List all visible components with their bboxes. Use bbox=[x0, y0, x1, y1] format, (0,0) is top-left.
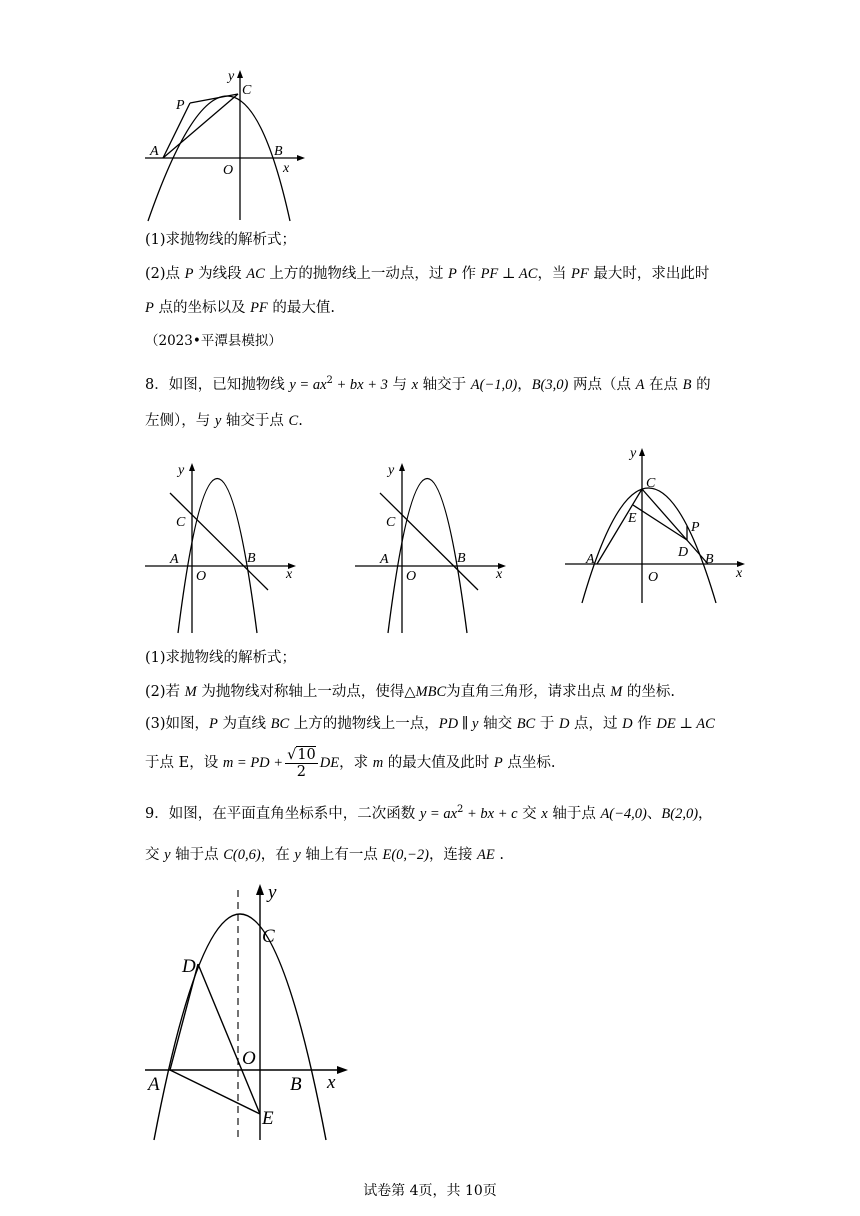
q8-figure-2 bbox=[350, 458, 520, 636]
q9-label-a: A bbox=[148, 1074, 160, 1095]
q9-label-c: C bbox=[262, 926, 275, 947]
q8-part2: (2)若 M 为抛物线对称轴上一动点，使得△MBC为直角三角形，请求出点 M 的坐标. bbox=[145, 684, 676, 700]
q8f1-label-c: C bbox=[176, 515, 186, 530]
q9-label-b: B bbox=[290, 1074, 302, 1095]
q8-figure-3 bbox=[560, 443, 755, 613]
q8f1-label-o: O bbox=[196, 569, 207, 584]
page-footer: 试卷第 4页，共 10页 bbox=[363, 1183, 497, 1199]
q9-label-y: y bbox=[268, 882, 277, 903]
q8-part3-line1: (3)如图，P 为直线 BC 上方的抛物线上一点，PD ∥ y 轴交 BC 于 D 点，过 D 作 DE ⊥ AC bbox=[145, 716, 715, 732]
q8f3-label-o: O bbox=[648, 570, 659, 585]
q8f2-label-b: B bbox=[457, 551, 466, 566]
q8-line2: 左侧），与 y 轴交于点 C. bbox=[145, 413, 303, 429]
q9-line1: 9．如图，在平面直角坐标系中，二次函数 $y = ax^2$ + bx + c 交 x 轴于点 A(−4,0)、B(2,0)， bbox=[145, 804, 713, 822]
q8f3-label-e: E bbox=[628, 511, 637, 526]
q7-label-a: A bbox=[150, 144, 159, 159]
q8f3-label-y: y bbox=[630, 446, 637, 461]
q8-part3-line2: 于点 E，设 m = PD + $\frac{√10}{2}$ DE，求 m 的最大值及此时 P 点坐标. bbox=[145, 746, 556, 780]
q8f1-label-b: B bbox=[247, 551, 256, 566]
q7-part2-line1: (2)点 P 为线段 AC 上方的抛物线上一动点，过 P 作 PF ⊥ AC，当 PF 最大时，求出此时 bbox=[145, 266, 710, 282]
q8f3-label-p: P bbox=[691, 520, 700, 535]
q7-label-x: x bbox=[283, 161, 290, 176]
q8f2-label-c: C bbox=[386, 515, 396, 530]
q8f1-label-x: x bbox=[286, 567, 293, 582]
q8f3-label-a: A bbox=[586, 552, 595, 567]
q9-label-e: E bbox=[262, 1108, 274, 1129]
q8f1-label-a: A bbox=[170, 552, 179, 567]
q8f2-label-o: O bbox=[406, 569, 417, 584]
q7-part1: (1)求抛物线的解析式； bbox=[145, 232, 297, 248]
q7-label-y: y bbox=[228, 69, 235, 84]
q8f2-label-y: y bbox=[388, 463, 395, 478]
q7-label-p: P bbox=[176, 98, 185, 113]
source-tag: （2023•平潭县模拟） bbox=[145, 333, 282, 349]
q8-line1: 8．如图，已知抛物线 $y = ax^2$ + bx + 3 与 x 轴交于 A(−1,0)，B(3,0) 两点（点 A 在点 B 的 bbox=[145, 375, 711, 393]
q8f2-label-a: A bbox=[380, 552, 389, 567]
q8-figure-1 bbox=[140, 458, 310, 636]
q7-label-c: C bbox=[242, 83, 252, 98]
q8-part1: (1)求抛物线的解析式； bbox=[145, 650, 297, 666]
q7-label-b: B bbox=[274, 144, 283, 159]
q8f3-label-c: C bbox=[646, 476, 656, 491]
q7-figure bbox=[140, 66, 310, 226]
q9-label-x: x bbox=[327, 1072, 336, 1093]
q9-label-o: O bbox=[242, 1048, 256, 1069]
q9-label-d: D bbox=[182, 956, 196, 977]
q8f1-label-y: y bbox=[178, 463, 185, 478]
q8f3-label-x: x bbox=[736, 566, 743, 581]
q8f3-label-d: D bbox=[678, 545, 689, 560]
q7-label-o: O bbox=[223, 163, 234, 178]
fraction-sqrt10-over-2: $\frac{√10}{2}$ bbox=[287, 746, 316, 780]
q8f3-label-b: B bbox=[705, 552, 714, 567]
q7-part2-line2: P 点的坐标以及 PF 的最大值. bbox=[145, 300, 336, 316]
q8f2-label-x: x bbox=[496, 567, 503, 582]
q9-line2: 交 y 轴于点 C(0,6)，在 y 轴上有一点 E(0,−2)，连接 AE . bbox=[145, 847, 504, 863]
q9-figure bbox=[140, 878, 360, 1148]
